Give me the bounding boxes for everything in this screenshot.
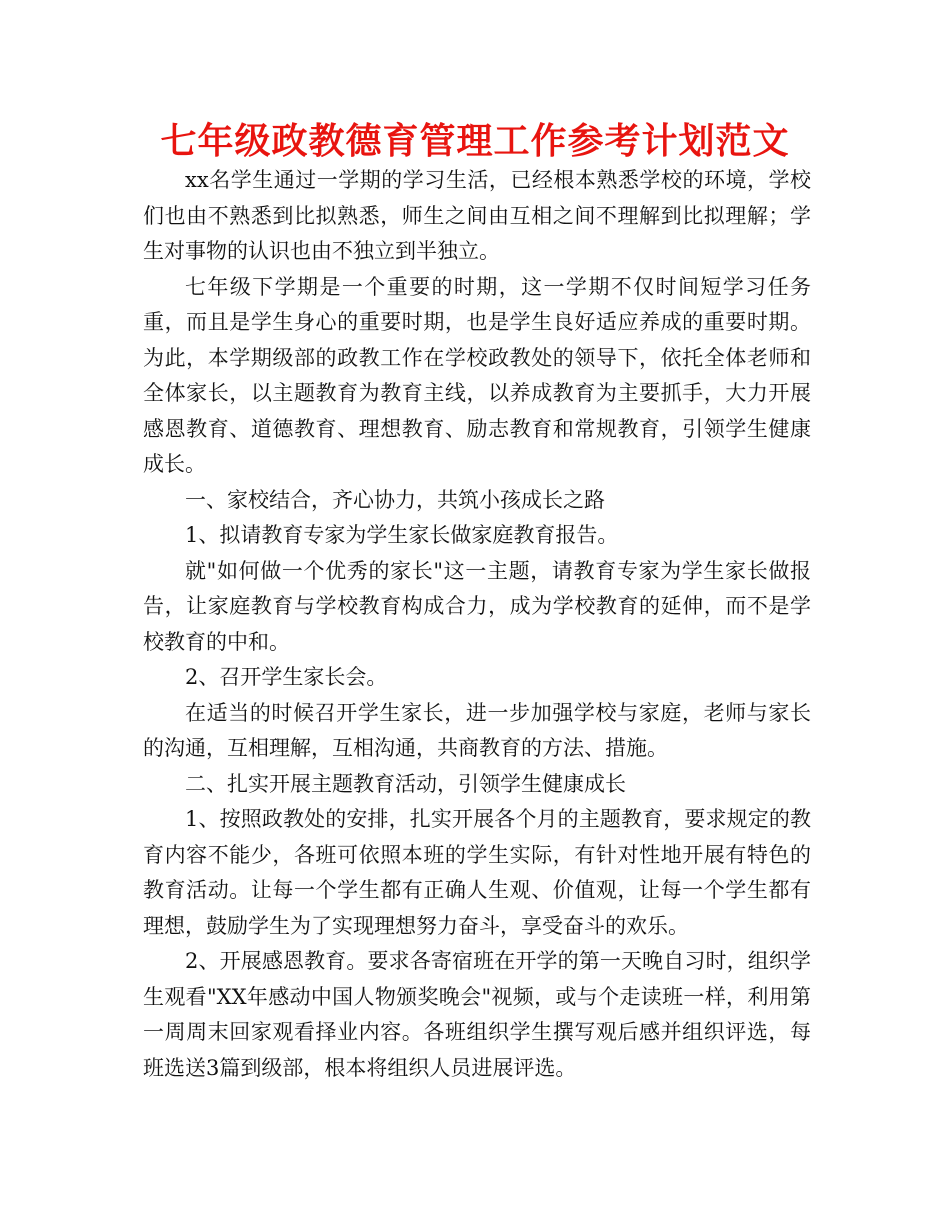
paragraph: 七年级下学期是一个重要的时期，这一学期不仅时间短学习任务重，而且是学生身心的重要时期，也是学生良好适应养成的重要时期。为此，本学期级部的政教工作在学校政教处的领导下，依托全体老师和全体家长，以主题教育为教育主线，以养成教育为主要抓手，大力开展感恩教育、道德教育、理想教育、励志教育和常规教育，引领学生健康成长。 [143, 274, 811, 476]
paragraph: 就"如何做一个优秀的家长"这一主题，请教育专家为学生家长做报告，让家庭教育与学校教育构成合力，成为学校教育的延伸，而不是学校教育的中和。 [143, 558, 811, 654]
section-heading: 一、家校结合，齐心协力，共筑小孩成长之路 [185, 487, 605, 512]
subsection-heading: 2、召开学生家长会。 [185, 665, 388, 689]
document-title: 七年级政教德育管理工作参考计划范文 [160, 121, 790, 162]
paragraph: 1、按照政教处的安排，扎实开展各个月的主题教育，要求规定的教育内容不能少，各班可依照本班的学生实际，有针对性地开展有特色的教育活动。让每一个学生都有正确人生观、价值观，让每一个学生都有理想，鼓励学生为了实现理想努力奋斗，享受奋斗的欢乐。 [143, 807, 811, 938]
subsection-heading: 1、拟请教育专家为学生家长做家庭教育报告。 [185, 523, 619, 547]
paragraph: xx名学生通过一学期的学习生活，已经根本熟悉学校的环境，学校们也由不熟悉到比拟熟悉，师生之间由互相之间不理解到比拟理解；学生对事物的认识也由不独立到半独立。 [143, 168, 811, 263]
paragraph: 在适当的时候召开学生家长，进一步加强学校与家庭，老师与家长的沟通，互相理解，互相沟通，共商教育的方法、措施。 [143, 700, 811, 760]
paragraph: 2、开展感恩教育。要求各寄宿班在开学的第一天晚自习时，组织学生观看"XX年感动中国人物颁奖晚会"视频，或与个走读班一样，利用第一周周末回家观看择业内容。各班组织学生撰写观后感并组织评选，每班选送3篇到级部，根本将组织人员进展评选。 [143, 949, 811, 1080]
section-heading: 二、扎实开展主题教育活动，引领学生健康成长 [185, 771, 626, 796]
document-body [143, 163, 811, 1086]
